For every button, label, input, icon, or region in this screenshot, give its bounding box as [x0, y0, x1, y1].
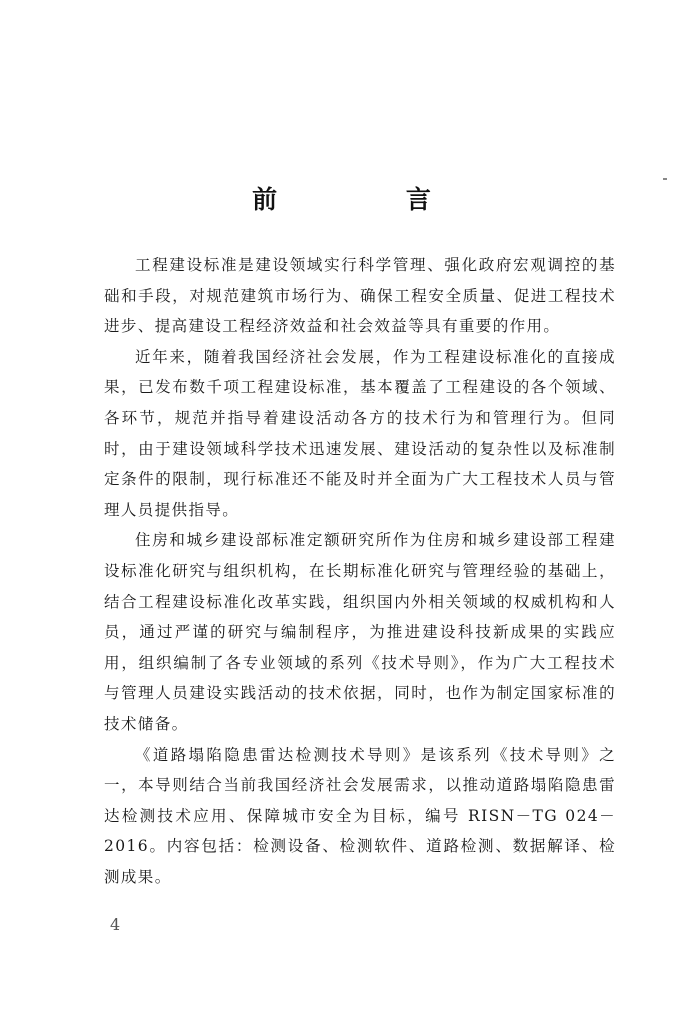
paragraph-4: 《道路塌陷隐患雷达检测技术导则》是该系列《技术导则》之一，本导则结合当前我国经济社会发展需求，以推动道路塌陷隐患雷达检测技术应用、保障城市安全为目标，编号 RISN－TG 024－2016。内容包括：检测设备、检测软件、道路检测、数据解译、检测成果。	[104, 745, 616, 886]
paragraph-1: 工程建设标准是建设领域实行科学管理、强化政府宏观调控的基础和手段，对规范建筑市场行为、确保工程安全质量、促进工程技术进步、提高建设工程经济效益和社会效益等具有重要的作用。	[104, 256, 616, 336]
page-title: 前 言	[252, 185, 491, 214]
scan-edge-mark	[663, 178, 667, 180]
page-number: 4	[110, 915, 121, 934]
paragraph-3: 住房和城乡建设部标准定额研究所作为住房和城乡建设部工程建设标准化研究与组织机构，在长期标准化研究与管理经验的基础上，结合工程建设标准化改革实践，组织国内外相关领域的权威机构和人员，通过严谨的研究与编制程序，为推进建设科技新成果的实践应用，组织编制了各专业领域的系列《技术导则》，作为广大工程技术与管理人员建设实践活动的技术依据，同时，也作为制定国家标准的技术储备。	[104, 531, 616, 733]
paragraph-2: 近年来，随着我国经济社会发展，作为工程建设标准化的直接成果，已发布数千项工程建设标准，基本覆盖了工程建设的各个领域、各环节，规范并指导着建设活动各方的技术行为和管理行为。但同时，由于建设领域科学技术迅速发展、建设活动的复杂性以及标准制定条件的限制，现行标准还不能及时并全面为广大工程技术人员与管理人员提供指导。	[104, 347, 616, 519]
preface-body	[104, 250, 616, 892]
